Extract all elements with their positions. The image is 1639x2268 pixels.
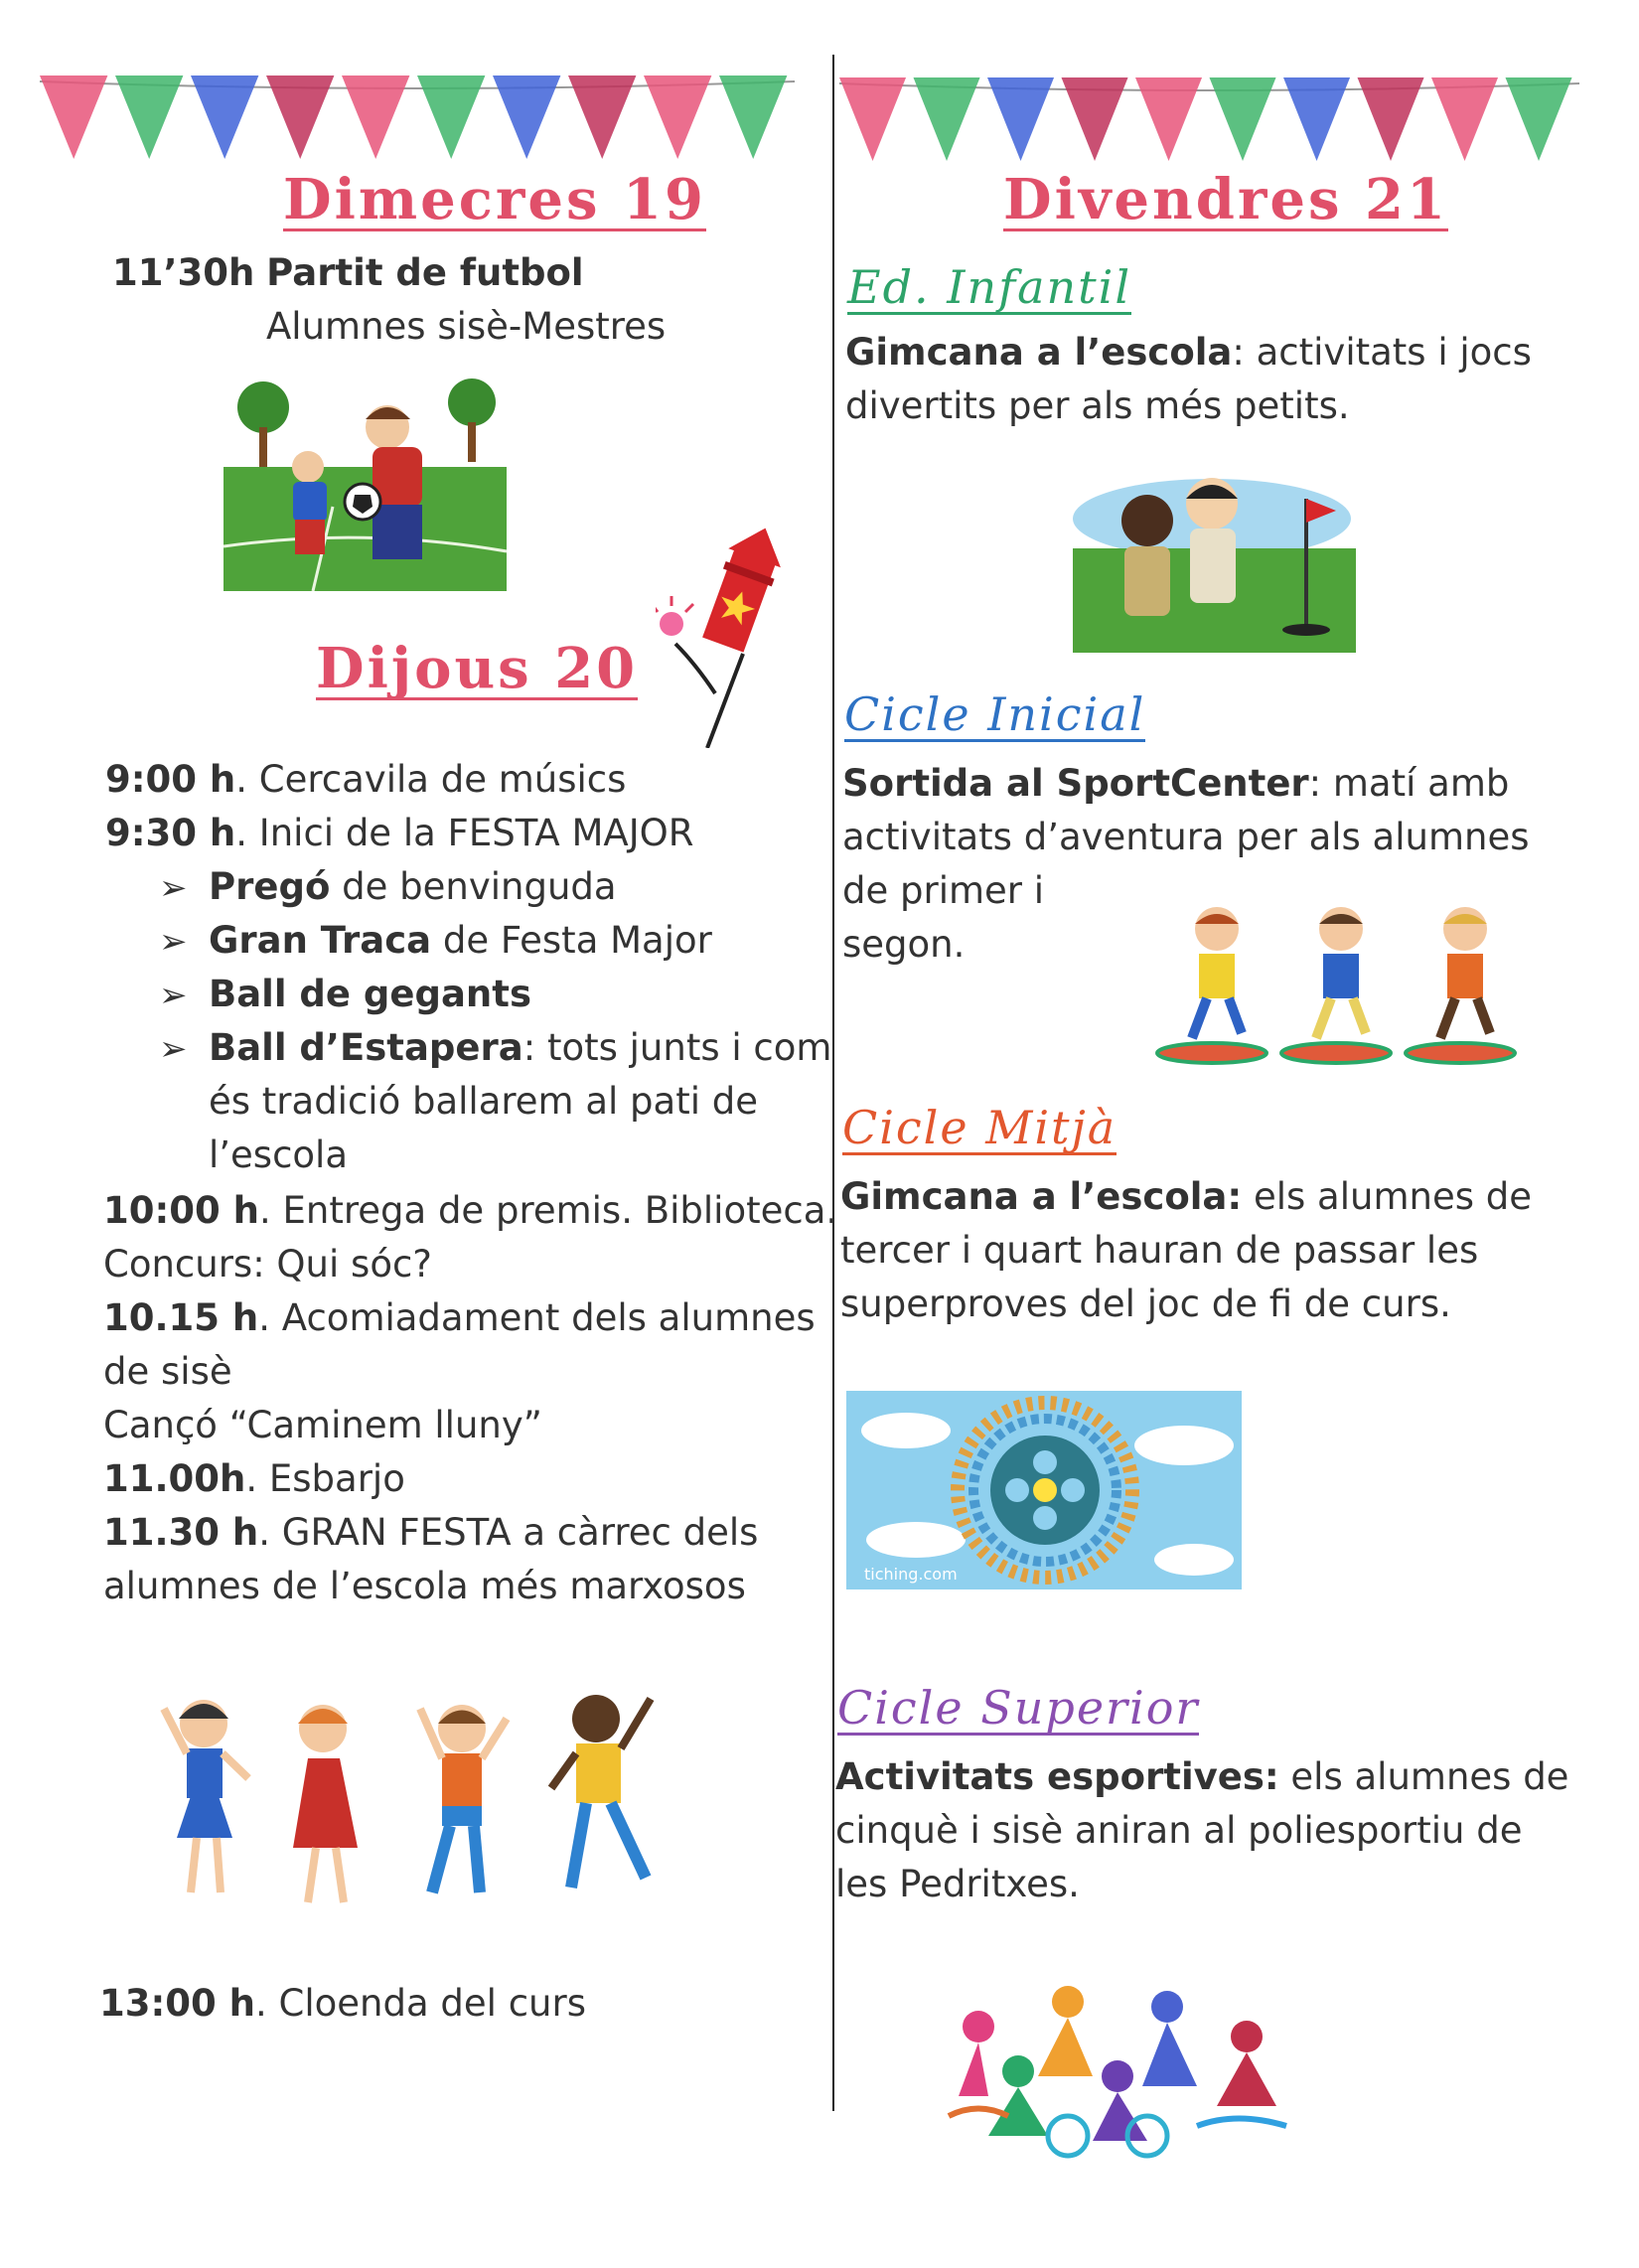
item-sep: .: [255, 1982, 279, 2025]
schedule-item: [103, 1452, 405, 1506]
section-text-line: els alumnes de: [1242, 1175, 1532, 1218]
item-text: Concurs: Qui sóc?: [103, 1243, 432, 1285]
image-caption: tiching.com: [864, 1565, 958, 1584]
bunting-flag: [987, 77, 1054, 161]
section-heading-inicial: [844, 687, 1145, 742]
item-time: 13:00 h: [99, 1982, 255, 2025]
arrow-bullet-icon: ➢: [159, 922, 188, 962]
section-text-line: : activitats i jocs: [1232, 331, 1532, 374]
section-text-line: activitats d’aventura per als alumnes: [842, 816, 1530, 858]
day-heading-friday: [1003, 167, 1448, 231]
bullet-bold: Ball de gegants: [209, 973, 531, 1015]
sack-race-illustration: [1073, 459, 1356, 653]
bunting-flag: [1358, 77, 1424, 161]
section-text-line: : matí amb: [1308, 762, 1510, 805]
bullet-text: : tots junts i com: [522, 1026, 832, 1069]
section-text-line: cinquè i sisè aniran al poliesportiu de: [835, 1809, 1523, 1852]
column-divider: [832, 55, 834, 2111]
schedule-item: [103, 1506, 758, 1560]
item-time: 10:00 h: [103, 1189, 259, 1232]
section-heading-text: Ed. Infantil: [847, 260, 1132, 314]
bunting-flag: [914, 77, 980, 161]
bunting-flag: [40, 76, 107, 159]
bunting-right: [839, 70, 1579, 179]
bunting-flag: [1506, 77, 1572, 161]
section-heading-infantil: [847, 260, 1131, 315]
item-time: 11.30 h: [103, 1511, 259, 1554]
film-reel-kids-illustration: [846, 1391, 1242, 1589]
section-heading-text: Cicle Mitjà: [842, 1101, 1118, 1154]
schedule-item: [105, 753, 626, 807]
section-text-line: els alumnes de: [1278, 1755, 1569, 1798]
bunting-left: [40, 68, 795, 177]
bunting-flag: [644, 76, 711, 159]
section-text: [835, 1750, 1568, 1804]
schedule-item: [103, 1399, 542, 1452]
sports-figures-illustration: [919, 1977, 1316, 2161]
schedule-item: [103, 1560, 746, 1613]
item-text: Cançó “Caminem lluny”: [103, 1404, 542, 1446]
item-text: GRAN FESTA a càrrec dels: [281, 1511, 759, 1554]
dancing-kids-illustration: [159, 1679, 715, 1917]
item-time: 9:00 h: [105, 758, 236, 801]
football-illustration: [224, 378, 507, 591]
bunting-flag: [417, 76, 485, 159]
item-sep: .: [258, 1511, 282, 1554]
item-text: alumnes de l’escola més marxosos: [103, 1565, 746, 1607]
section-text: [842, 757, 1509, 811]
bullet-bold: Ball d’Estapera: [209, 1026, 523, 1069]
section-text: [845, 326, 1532, 379]
section-heading-text: Cicle Inicial: [844, 687, 1146, 741]
section-bold: Sortida al SportCenter: [842, 762, 1309, 805]
day-heading-thursday: [316, 636, 638, 700]
section-bold: Activitats esportives:: [835, 1755, 1279, 1798]
trampoline-kids-illustration: [1137, 899, 1535, 1088]
bunting-flag: [1135, 77, 1202, 161]
event-time: 11’30h: [112, 251, 255, 294]
item-sep: .: [245, 1457, 269, 1500]
firework-rocket-illustration: [656, 525, 795, 748]
arrow-bullet-icon: ➢: [159, 868, 188, 908]
football-line: [112, 246, 584, 300]
bullet-text: de benvinguda: [330, 865, 617, 908]
bullet-item: [159, 968, 531, 1022]
bullet-item: [159, 914, 712, 969]
schedule-item: [105, 807, 693, 860]
section-text-line: superproves del joc de fi de curs.: [840, 1283, 1451, 1325]
section-bold: Gimcana a l’escola: [845, 331, 1233, 374]
section-text-line: les Pedritxes.: [835, 1863, 1080, 1905]
item-text: Inici de la FESTA MAJOR: [258, 812, 694, 854]
arrow-bullet-icon: ➢: [159, 1029, 188, 1069]
bunting-flag: [1283, 77, 1350, 161]
bunting-flag: [719, 76, 787, 159]
bullet-item: [159, 860, 617, 915]
schedule-item: [103, 1238, 432, 1291]
bunting-flag: [493, 76, 560, 159]
schedule-item: [103, 1345, 232, 1399]
bunting-flag: [342, 76, 409, 159]
item-sep: .: [235, 812, 259, 854]
section-text-line: tercer i quart hauran de passar les: [840, 1229, 1479, 1272]
bunting-flag: [115, 76, 183, 159]
day-heading-text: Divendres 21: [1003, 167, 1448, 232]
item-text: Esbarjo: [268, 1457, 405, 1500]
closing-item: [99, 1977, 586, 2031]
bunting-flag: [191, 76, 258, 159]
bullet-item: [159, 1021, 831, 1076]
day-heading-wednesday: [283, 167, 706, 231]
item-sep: .: [259, 1189, 283, 1232]
bullet-continuation: és tradició ballarem al pati de: [209, 1080, 759, 1123]
section-text-line: de primer i: [842, 869, 1045, 912]
football-detail: Alumnes sisè-Mestres: [266, 305, 667, 348]
section-heading-text: Cicle Superior: [837, 1681, 1200, 1735]
bullet-bold: Gran Traca: [209, 919, 432, 962]
bullet-text: de Festa Major: [431, 919, 712, 962]
section-heading-superior: [837, 1681, 1199, 1736]
schedule-item: [103, 1291, 816, 1345]
bunting-flag: [266, 76, 334, 159]
section-text: [840, 1170, 1532, 1224]
item-time: 10.15 h: [103, 1296, 259, 1339]
item-sep: .: [258, 1296, 282, 1339]
bunting-flag: [568, 76, 636, 159]
day-heading-text: Dimecres 19: [283, 167, 706, 232]
bullet-continuation: l’escola: [209, 1134, 349, 1176]
item-time: 9:30 h: [105, 812, 236, 854]
schedule-item: [103, 1184, 837, 1238]
item-text: Entrega de premis. Biblioteca.: [282, 1189, 838, 1232]
item-sep: .: [235, 758, 259, 801]
section-bold: Gimcana a l’escola:: [840, 1175, 1243, 1218]
item-text: Cercavila de músics: [258, 758, 627, 801]
bullet-bold: Pregó: [209, 865, 331, 908]
item-text: Acomiadament dels alumnes: [281, 1296, 816, 1339]
bunting-flag: [839, 77, 906, 161]
section-heading-mitja: [842, 1101, 1117, 1155]
bunting-flag: [1062, 77, 1128, 161]
arrow-bullet-icon: ➢: [159, 976, 188, 1015]
item-time: 11.00h: [103, 1457, 246, 1500]
item-text: Cloenda del curs: [278, 1982, 586, 2025]
section-text-line: segon.: [842, 923, 966, 966]
section-text-line: divertits per als més petits.: [845, 384, 1350, 427]
bunting-flag: [1431, 77, 1498, 161]
bunting-flag: [1210, 77, 1276, 161]
day-heading-text: Dijous 20: [316, 636, 639, 701]
item-text: de sisè: [103, 1350, 232, 1393]
event-name: Partit de futbol: [266, 251, 584, 294]
